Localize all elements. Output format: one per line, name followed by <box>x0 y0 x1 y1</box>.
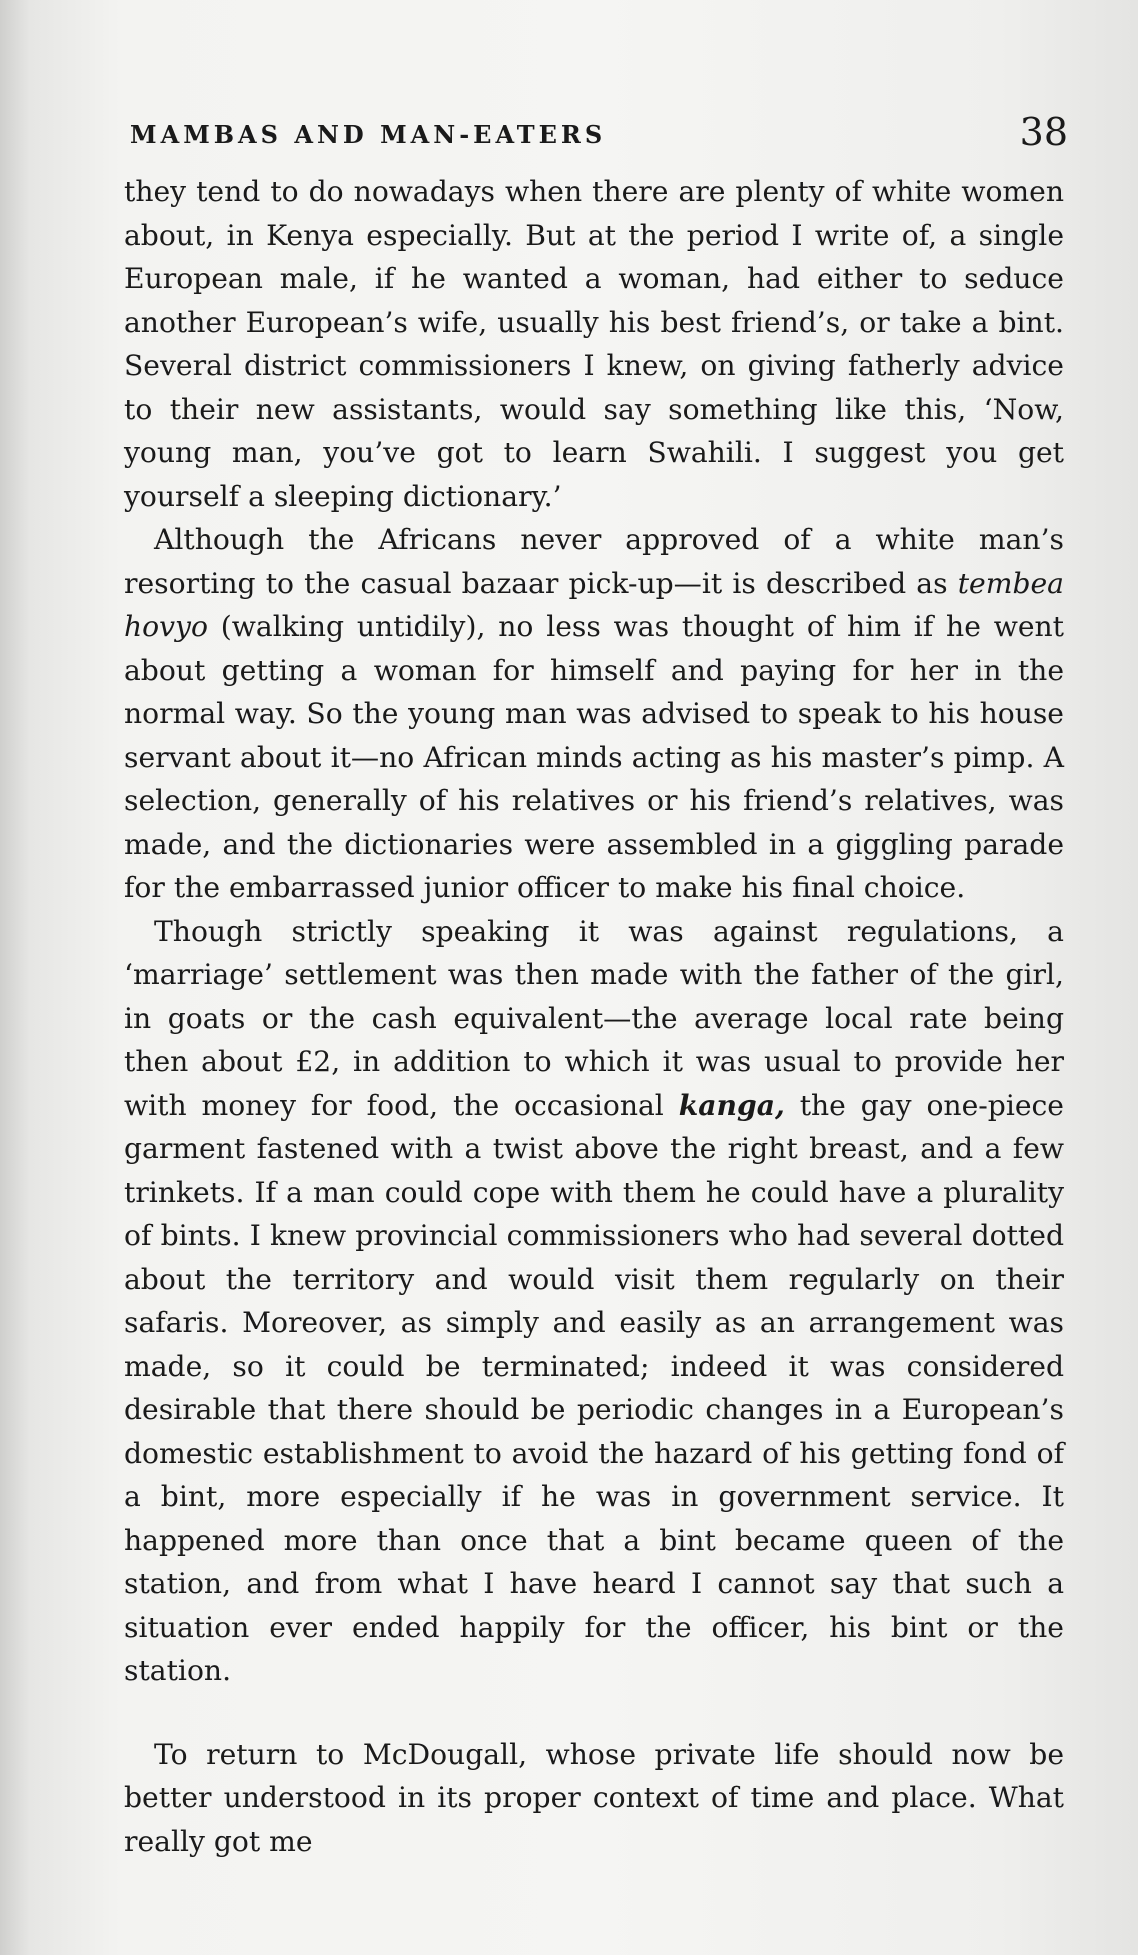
paragraph-2 <box>124 518 1064 910</box>
paragraph-1 <box>124 170 1064 518</box>
swahili-term-tembea-hovyo: tembea hovyo <box>124 566 1064 643</box>
paragraph-2-text-end: (walking untidily), no less was thought of him if he went about getting a woman for himself and paying for her in the normal way. So the young man was advised to speak to his house servant about it—no African minds acting as his master’s pimp. A selection, generally of his relatives or his friend’s relatives, was made, and the dictionaries were assembled in a giggling parade for the embarrassed junior officer to make his final choice. <box>124 610 1064 904</box>
paragraph-1-text: they tend to do nowadays when there are plenty of white women about, in Kenya especially. But at the period I write of, a single European male, if he wanted a woman, had either to seduce another European’s wife, usually his best friend’s, or take a bint. Several district commissioners I knew, on giving fatherly advice to their new assistants, would say something like this, ‘Now, young man, you’ve got to learn Swahili. I suggest you get yourself a sleeping dictionary.’ <box>124 175 1064 513</box>
paragraph-3 <box>124 910 1064 1693</box>
swahili-term-kanga: kanga, <box>678 1088 785 1122</box>
paragraph-2-text-start: Although the Africans never approved of a white man’s resorting to the casual bazaar pick-up—it is described as <box>124 523 1064 600</box>
paragraph-3-text-end: the gay one-piece garment fastened with a twist above the right breast, and a few trinkets. If a man could cope with them he could have a plurality of bints. I knew provincial commissioners who had several dotted about the territory and would visit them regularly on their safaris. Moreover, as simply and easily as an arrangement was made, so it could be terminated; indeed it was considered desirable that there should be periodic changes in a European’s domestic establishment to avoid the hazard of his getting fond of a bint, more especially if he was in government service. It happened more than once that a bint became queen of the station, and from what I have heard I cannot say that such a situation ever ended happily for the officer, his bint or the station. <box>124 1088 1064 1687</box>
paragraph-3-text-start: Though strictly speaking it was against regulations, a ‘marriage’ settlement was then made with the father of the girl, in goats or the cash equivalent—the average local rate being then about £2, in addition to which it was usual to provide her with money for food, the occasional <box>124 914 1064 1122</box>
paragraph-4 <box>124 1733 1064 1864</box>
body-text <box>124 170 1064 1863</box>
running-head <box>130 110 1068 158</box>
running-title: MAMBAS AND MAN-EATERS <box>130 120 607 149</box>
paragraph-4-text: To return to McDougall, whose private life should now be better understood in its proper context of time and place. What really got me <box>124 1737 1064 1858</box>
page-number: 38 <box>1019 110 1068 154</box>
